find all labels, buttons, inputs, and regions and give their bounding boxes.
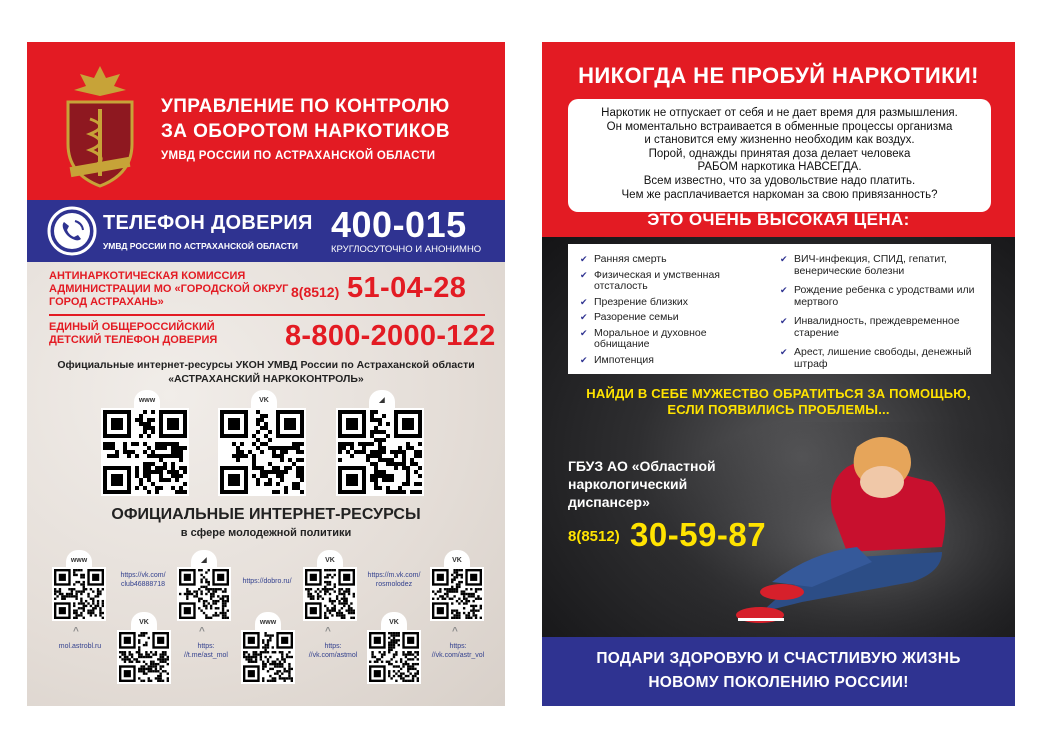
qr-code-telegram[interactable] [336,408,424,496]
red-divider [49,314,485,316]
consequence-item: ✔ Презрение близких [580,297,760,309]
police-emblem-icon [60,64,140,189]
qr-code-website[interactable] [101,408,189,496]
chevron-up-icon: ^ [325,626,331,637]
price-title: ЭТО ОЧЕНЬ ВЫСОКАЯ ЦЕНА: [647,210,910,229]
chevron-up-icon: ^ [73,626,79,637]
hotline-subtitle: УМВД РОССИИ ПО АСТРАХАНСКОЙ ОБЛАСТИ [103,241,299,251]
telegram-icon: ◢ [191,550,217,572]
footer-line: ПОДАРИ ЗДОРОВУЮ И СЧАСТЛИВУЮ ЖИЗНЬ [596,650,961,667]
link-dobro[interactable]: https://dobro.ru/ [242,578,292,585]
youth-resources-title: ОФИЦИАЛЬНЫЕ ИНТЕРНЕТ-РЕСУРСЫ [111,506,421,523]
qr-code-dobro[interactable] [303,567,357,621]
child-line-number: 8-800-2000-122 [285,320,496,352]
vk-icon: VK [444,550,470,572]
qr-code-rosmolodez[interactable] [430,567,484,621]
intro-box [568,99,991,212]
www-icon: www [255,612,281,634]
link-vk-astr-vol[interactable]: https: //vk.com/astr_vol [431,643,485,659]
child-line-text: ЕДИНЫЙ ОБЩЕРОССИЙСКИЙ ДЕТСКИЙ ТЕЛЕФОН ДОВЕРИЯ [49,321,218,346]
qr-code-vk-club[interactable] [117,630,171,684]
intro-line: Всем известно, что за удовольствие надо платить. [643,174,916,187]
consequence-item: ✔ Ранняя смерть [580,254,760,266]
intro-line: Порой, однажды принятая доза делает человека [648,147,911,160]
consequence-item: ✔ Физическая и умственная отсталость [580,270,760,293]
commission-number: 51-04-28 [347,272,467,304]
commission-text: АНТИНАРКОТИЧЕСКАЯ КОМИССИЯ АДМИНИСТРАЦИИ МО «ГОРОДСКОЙ ОКРУГ ГОРОД АСТРАХАНЬ» [49,270,289,308]
consequence-item: ✔ Арест, лишение свободы, денежный штраф [780,347,985,370]
header-banner [27,42,505,200]
vk-icon: VK [317,550,343,572]
commission-area-code: 8(8512) [291,284,340,300]
intro-line: и становится ему жизненно необходим как воздух. [644,134,915,147]
footer-banner [542,637,1015,706]
intro-line: Наркотик не отпускает от себя и не дает время для размышления. [601,107,958,119]
intro-line: РАБОМ наркотика НАВСЕГДА. [697,161,862,174]
hotline-number: 400-015 [331,204,467,245]
department-title: УПРАВЛЕНИЕ ПО КОНТРОЛЮ ЗА ОБОРОТОМ НАРКОТИКОВ [161,96,450,142]
link-mol-astrobl[interactable]: mol.astrobl.ru [58,643,102,650]
red-header [542,42,1015,237]
vk-icon: VK [381,612,407,634]
qr-code-mol-site[interactable] [52,567,106,621]
consequences-right-list [780,254,985,374]
resources-caption: Официальные интернет-ресурсы УКОН УМВД России по Астраханской области «АСТРАХАНСКИЙ НАРКОКОНТРОЛЬ» [57,359,475,385]
qr-code-vk[interactable] [218,408,306,496]
courage-message: НАЙДИ В СЕБЕ МУЖЕСТВО ОБРАТИТЬСЯ ЗА ПОМОЩЬЮ, ЕСЛИ ПОЯВИЛИСЬ ПРОБЛЕМЫ... [586,386,971,417]
consequence-item: ✔ Рождение ребенка с уродствами или мертвого [780,285,985,308]
www-icon: www [134,390,160,412]
poster-title: НИКОГДА НЕ ПРОБУЙ НАРКОТИКИ! [578,63,979,88]
link-vk-astmol[interactable]: https: //vk.com/astmol [308,643,358,659]
phone-icon [47,206,97,256]
right-poster [542,42,1015,706]
www-icon: www [66,550,92,572]
department-subtitle: УМВД РОССИИ ПО АСТРАХАНСКОЙ ОБЛАСТИ [161,150,436,162]
consequence-item: ✔ Импотенция [580,355,760,367]
qr-code-astr-vol[interactable] [367,630,421,684]
consequences-left-list [580,254,760,370]
hotline-note: КРУГЛОСУТОЧНО И АНОНИМНО [331,244,482,255]
chevron-up-icon: ^ [452,626,458,637]
vk-icon: VK [131,612,157,634]
qr-code-astmol[interactable] [241,630,295,684]
vk-icon: VK [251,390,277,412]
hotline-banner [27,200,505,262]
intro-line: Чем же расплачивается наркоман за свою привязанность? [621,188,938,201]
link-tme-ast-mol[interactable]: https: //t.me/ast_mol [184,643,228,659]
consequence-item: ✔ ВИЧ-инфекция, СПИД, гепатит, венерические болезни [780,254,985,277]
link-m-vk-rosmolodez[interactable]: https://m.vk.com/ rosmolodez [367,572,421,588]
hotline-title: ТЕЛЕФОН ДОВЕРИЯ [103,212,313,234]
clinic-name: ГБУЗ АО «Областной наркологический диспансер» [568,458,716,510]
footer-line: НОВОМУ ПОКОЛЕНИЮ РОССИИ! [648,674,909,691]
youth-resources-subtitle: в сфере молодежной политики [180,527,352,539]
clinic-area-code: 8(8512) [568,528,620,545]
consequences-box [568,244,991,374]
consequence-item: ✔ Моральное и духовное обнищание [580,328,760,351]
chevron-up-icon: ^ [199,626,205,637]
clinic-number: 30-59-87 [630,516,767,553]
qr-code-telegram-mol[interactable] [177,567,231,621]
left-poster [27,42,505,706]
telegram-icon: ◢ [369,390,395,412]
intro-line: Он моментально встраивается в обменные процессы организма [606,120,953,133]
consequence-item: ✔ Разорение семьи [580,312,760,324]
link-vk-club[interactable]: https://vk.com/ club46888718 [120,572,166,588]
consequence-item: ✔ Инвалидность, преждевременное старение [780,316,985,339]
